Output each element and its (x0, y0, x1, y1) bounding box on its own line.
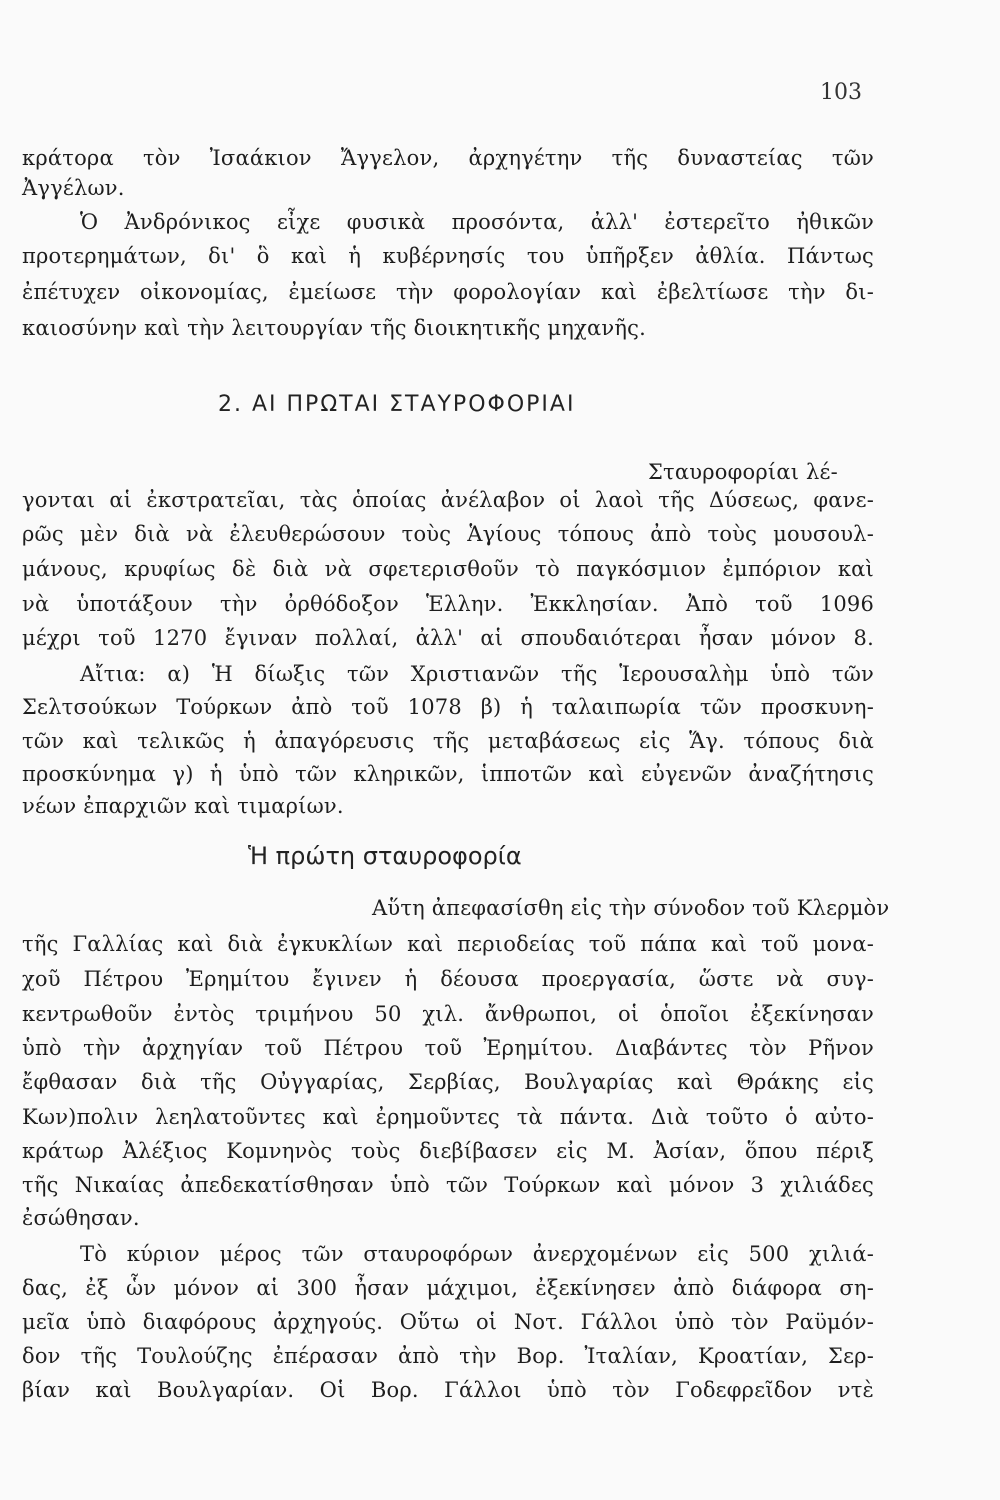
text-line: Ἀγγέλων. (22, 176, 125, 200)
text-line: δον τῆς Τουλούζης ἐπέρασαν ἀπὸ τὴν Βορ. Ἰταλίαν, Κροατίαν, Σερ- (22, 1344, 874, 1368)
text-line: τῶν καὶ τελικῶς ἡ ἀπαγόρευσις τῆς μεταβάσεως εἰς Ἅγ. τόπους διὰ (22, 729, 874, 753)
text-line: γονται αἱ ἐκστρατεῖαι, τὰς ὁποίας ἀνέλαβον οἱ λαοὶ τῆς Δύσεως, φανε- (22, 488, 874, 512)
text-line: ρῶς μὲν διὰ νὰ ἐλευθερώσουν τοὺς Ἁγίους τόπους ἀπὸ τοὺς μουσουλ- (22, 522, 874, 546)
text-line: μέχρι τοῦ 1270 ἔγιναν πολλαί, ἀλλ' αἱ σπουδαιότεραι ἦσαν μόνον 8. (22, 626, 874, 650)
text-line: Αὕτη ἀπεφασίσθη εἰς τὴν σύνοδον τοῦ Κλερμὸν (372, 896, 890, 920)
text-line: προτερημάτων, δι' ὃ καὶ ἡ κυβέρνησίς του ὑπῆρξεν ἀθλία. Πάντως (22, 244, 874, 268)
text-line: Ὁ Ἀνδρόνικος εἶχε φυσικὰ προσόντα, ἀλλ' ἐστερεῖτο ἠθικῶν (80, 210, 874, 234)
text-line: ἐπέτυχεν οἰκονομίας, ἐμείωσε τὴν φορολογίαν καὶ ἐβελτίωσε τὴν δι- (22, 280, 874, 304)
text-line: βίαν καὶ Βουλγαρίαν. Οἱ Βορ. Γάλλοι ὑπὸ τὸν Γοδεφρεῖδον ντὲ (22, 1378, 874, 1402)
text-line: κράτωρ Ἀλέξιος Κομνηνὸς τοὺς διεβίβασεν εἰς Μ. Ἀσίαν, ὅπου πέριξ (22, 1139, 874, 1163)
text-line: τῆς Γαλλίας καὶ διὰ ἐγκυκλίων καὶ περιοδείας τοῦ πάπα καὶ τοῦ μονα- (22, 932, 874, 956)
text-line: κράτορα τὸν Ἰσαάκιον Ἄγγελον, ἀρχηγέτην τῆς δυναστείας τῶν (22, 146, 874, 170)
text-line: χοῦ Πέτρου Ἐρημίτου ἔγινεν ἡ δέουσα προεργασία, ὥστε νὰ συγ- (22, 967, 874, 991)
text-line: καιοσύνην καὶ τὴν λειτουργίαν τῆς διοικητικῆς μηχανῆς. (22, 316, 646, 340)
text-line: ἔφθασαν διὰ τῆς Οὐγγαρίας, Σερβίας, Βουλγαρίας καὶ Θράκης εἰς (22, 1070, 874, 1094)
text-line: Τὸ κύριον μέρος τῶν σταυροφόρων ἀνερχομένων εἰς 500 χιλιά- (80, 1242, 874, 1266)
text-line: Σελτσούκων Τούρκων ἀπὸ τοῦ 1078 β) ἡ ταλαιπωρία τῶν προσκυνη- (22, 695, 874, 719)
text-line: τῆς Νικαίας ἀπεδεκατίσθησαν ὑπὸ τῶν Τούρκων καὶ μόνον 3 χιλιάδες (22, 1173, 874, 1197)
text-line: μεῖα ὑπὸ διαφόρους ἀρχηγούς. Οὕτω οἱ Νοτ. Γάλλοι ὑπὸ τὸν Ραϋμόν- (22, 1310, 874, 1334)
text-line: μάνους, κρυφίως δὲ διὰ νὰ σφετερισθοῦν τὸ παγκόσμιον ἐμπόριον καὶ (22, 557, 874, 581)
text-line: κεντρωθοῦν ἐντὸς τριμήνου 50 χιλ. ἄνθρωποι, οἱ ὁποῖοι ἐξεκίνησαν (22, 1002, 874, 1026)
sub-heading: Ἡ πρώτη σταυροφορία (248, 842, 522, 870)
text-line: προσκύνημα γ) ἡ ὑπὸ τῶν κληρικῶν, ἱπποτῶν καὶ εὐγενῶν ἀναζήτησις (22, 762, 874, 786)
text-line: δας, ἐξ ὧν μόνον αἱ 300 ἦσαν μάχιμοι, ἐξεκίνησεν ἀπὸ διάφορα ση- (22, 1276, 874, 1300)
text-line: Αἴτια: α) Ἡ δίωξις τῶν Χριστιανῶν τῆς Ἱερουσαλὴμ ὑπὸ τῶν (80, 662, 874, 686)
text-line: Σταυροφορίαι λέ- (648, 460, 838, 484)
section-heading: 2. ΑΙ ΠΡΩΤΑΙ ΣΤΑΥΡΟΦΟΡΙΑΙ (218, 392, 576, 417)
text-line: νέων ἐπαρχιῶν καὶ τιμαρίων. (22, 794, 344, 818)
text-line: Κων)πολιν λεηλατοῦντες καὶ ἐρημοῦντες τὰ πάντα. Διὰ τοῦτο ὁ αὐτο- (22, 1105, 874, 1129)
text-line: ἐσώθησαν. (22, 1206, 140, 1230)
text-line: ὑπὸ τὴν ἀρχηγίαν τοῦ Πέτρου τοῦ Ἐρημίτου. Διαβάντες τὸν Ρῆνον (22, 1036, 874, 1060)
text-line: νὰ ὑποτάξουν τὴν ὀρθόδοξον Ἑλλην. Ἐκκλησίαν. Ἀπὸ τοῦ 1096 (22, 592, 874, 616)
page-number: 103 (820, 80, 862, 105)
